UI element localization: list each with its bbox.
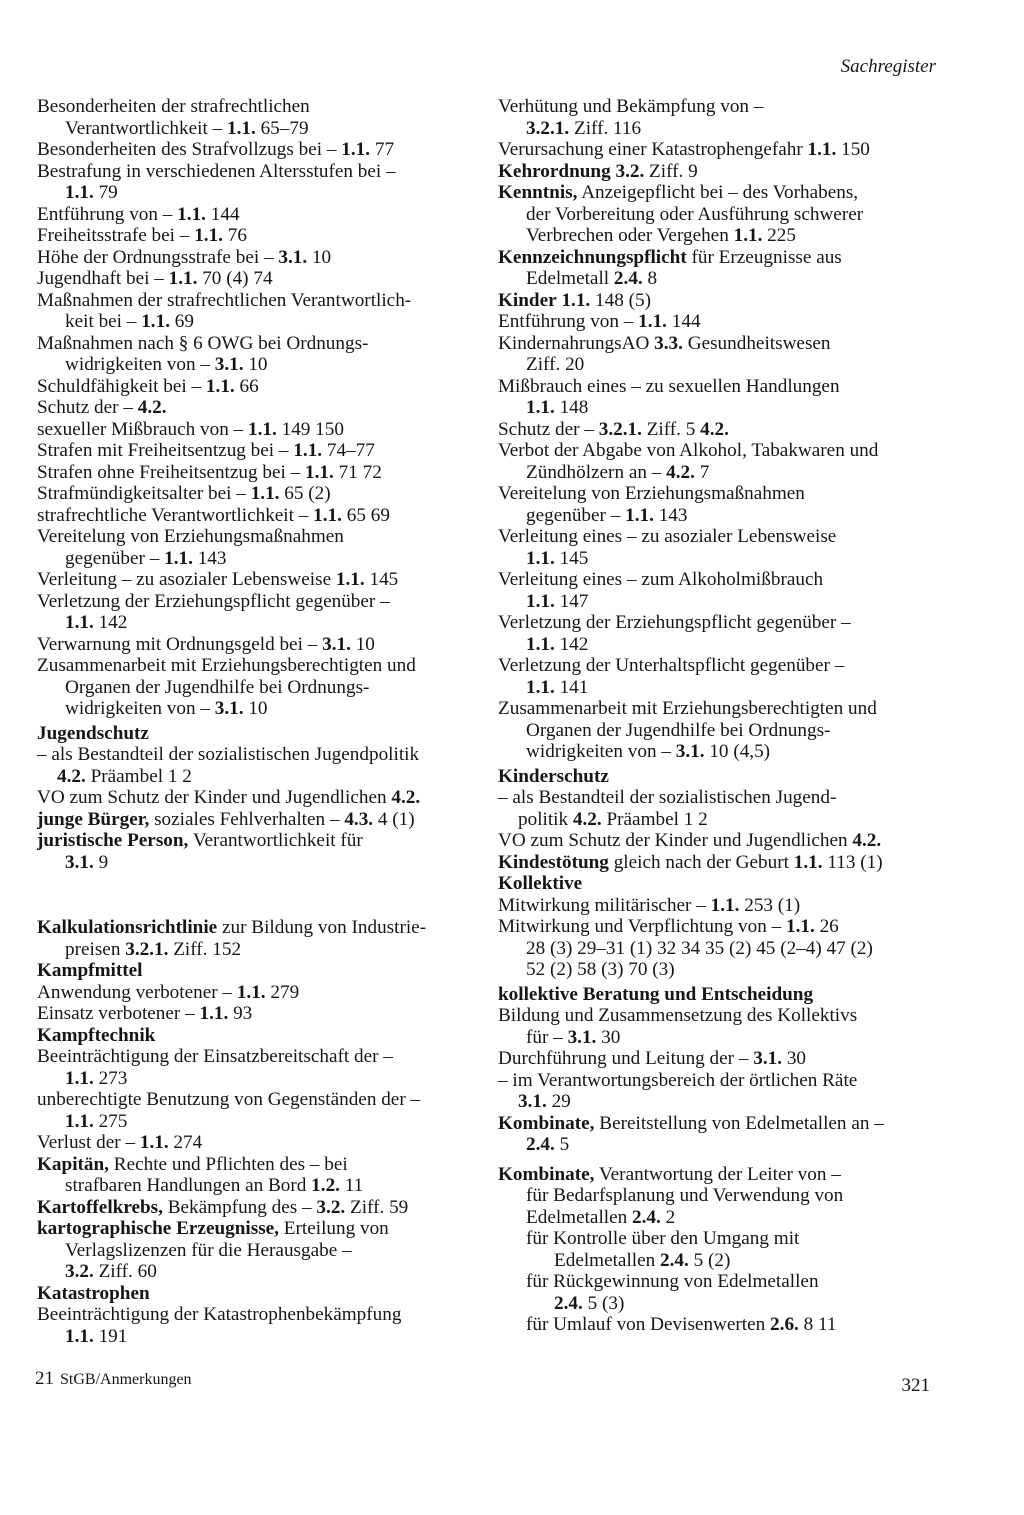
index-entry: Besonderheiten des Strafvollzugs bei – 1.1. 77 bbox=[37, 139, 395, 160]
index-entry: Durchführung und Leitung der – 3.1. 30 bbox=[498, 1048, 807, 1069]
index-entry: Strafmündigkeitsalter bei – 1.1. 65 (2) bbox=[37, 483, 331, 504]
index-entry: Bestrafung in verschiedenen Altersstufen bei – 1.1. 79 bbox=[37, 160, 396, 203]
right-column bbox=[498, 96, 956, 1336]
index-entry: Maßnahmen der strafrechtlichen Verantwortlich- keit bei – 1.1. 69 bbox=[37, 289, 412, 332]
index-heading: Kampftechnik bbox=[37, 1024, 156, 1046]
index-entry: Kinder 1.1. 148 (5) bbox=[498, 289, 651, 311]
index-entry: Zusammenarbeit mit Erziehungsberechtigten und Organen der Jugendhilfe bei Ordnungs- widrigkeiten von – 3.1. 10 (4,5) bbox=[498, 698, 877, 762]
index-entry: unberechtigte Benutzung von Gegenständen der – 1.1. 275 bbox=[37, 1089, 421, 1132]
index-heading: Katastrophen bbox=[37, 1282, 150, 1304]
page-number: 321 bbox=[901, 1375, 930, 1396]
index-entry: Freiheitsstrafe bei – 1.1. 76 bbox=[37, 225, 247, 246]
index-heading: Kampfmittel bbox=[37, 960, 143, 981]
index-entry: VO zum Schutz der Kinder und Jugendlichen 4.2. bbox=[37, 787, 421, 808]
index-entry: junge Bürger, soziales Fehlverhalten – 4.3. 4 (1) bbox=[37, 808, 415, 830]
index-entry: Kennzeichnungspflicht für Erzeugnisse aus Edelmetall 2.4. 8 bbox=[498, 246, 842, 289]
index-entry: Vereitelung von Erziehungsmaßnahmen gegenüber – 1.1. 143 bbox=[498, 483, 805, 526]
index-entry: Verletzung der Erziehungspflicht gegenüber – 1.1. 142 bbox=[498, 612, 851, 655]
index-entry: Strafen mit Freiheitsentzug bei – 1.1. 74–77 bbox=[37, 440, 375, 461]
index-entry: Entführung von – 1.1. 144 bbox=[498, 311, 701, 332]
index-entry: – als Bestandteil der sozialistischen Jugend- politik 4.2. Präambel 1 2 bbox=[498, 787, 837, 830]
index-entry: Kindestötung gleich nach der Geburt 1.1. 113 (1) bbox=[498, 851, 883, 873]
index-entry: Maßnahmen nach § 6 OWG bei Ordnungs- widrigkeiten von – 3.1. 10 bbox=[37, 332, 369, 375]
index-entry: Jugendhaft bei – 1.1. 70 (4) 74 bbox=[37, 268, 273, 289]
index-heading: kollektive Beratung und Entscheidung bbox=[498, 983, 814, 1005]
footer-signature bbox=[35, 1368, 192, 1390]
index-entry: Verletzung der Unterhaltspflicht gegenüber – 1.1. 141 bbox=[498, 655, 845, 698]
index-entry: Verwarnung mit Ordnungsgeld bei – 3.1. 10 bbox=[37, 633, 375, 655]
index-subentry: für Umlauf von Devisenwerten 2.6. 8 11 bbox=[526, 1314, 837, 1335]
index-entry: Verbot der Abgabe von Alkohol, Tabakwaren und Zündhölzern an – 4.2. 7 bbox=[498, 440, 879, 483]
index-entry: Beeinträchtigung der Katastrophenbekämpfung 1.1. 191 bbox=[37, 1304, 402, 1347]
book-label: StGB/Anmerkungen bbox=[60, 1371, 192, 1388]
index-entry: KindernahrungsAO 3.3. Gesundheitswesen Ziff. 20 bbox=[498, 332, 831, 375]
index-entry: kartographische Erzeugnisse, Erteilung von Verlagslizenzen für die Herausgabe – 3.2. Ziff. 60 bbox=[37, 1218, 389, 1282]
index-entry: Kapitän, Rechte und Pflichten des – bei strafbaren Handlungen an Bord 1.2. 11 bbox=[37, 1153, 364, 1196]
index-subentry: für Rückgewinnung von Edelmetallen 2.4. 5 (3) bbox=[526, 1271, 819, 1314]
index-entry: Bildung und Zusammensetzung des Kollektivs für – 3.1. 30 bbox=[498, 1005, 858, 1048]
index-entry: Einsatz verbotener – 1.1. 93 bbox=[37, 1003, 253, 1024]
index-entry: Kombinate, Verantwortung der Leiter von – für Bedarfsplanung und Verwendung von Edelmetallen 2.4. 2 bbox=[498, 1163, 844, 1228]
index-entry: Strafen ohne Freiheitsentzug bei – 1.1. 71 72 bbox=[37, 461, 382, 483]
index-entry: Entführung von – 1.1. 144 bbox=[37, 203, 240, 225]
index-entry: sexueller Mißbrauch von – 1.1. 149 150 bbox=[37, 418, 344, 440]
index-heading: Kinderschutz bbox=[498, 765, 609, 787]
index-entry: Verleitung – zu asozialer Lebensweise 1.1. 145 bbox=[37, 569, 399, 590]
index-entry: Verlust der – 1.1. 274 bbox=[37, 1132, 203, 1153]
index-entry: Höhe der Ordnungsstrafe bei – 3.1. 10 bbox=[37, 246, 332, 268]
index-entry: Verursachung einer Katastrophengefahr 1.1. 150 bbox=[498, 139, 870, 160]
index-heading: Kollektive bbox=[498, 873, 583, 894]
index-entry: Beeinträchtigung der Einsatzbereitschaft der – 1.1. 273 bbox=[37, 1046, 393, 1089]
index-entry: Verletzung der Erziehungspflicht gegenüber – 1.1. 142 bbox=[37, 590, 390, 633]
index-entry: VO zum Schutz der Kinder und Jugendlichen 4.2. bbox=[498, 830, 882, 851]
index-entry: Zusammenarbeit mit Erziehungsberechtigten und Organen der Jugendhilfe bei Ordnungs- widrigkeiten von – 3.1. 10 bbox=[37, 655, 416, 719]
running-header: Sachregister bbox=[840, 56, 936, 77]
index-entry: Kenntnis, Anzeigepflicht bei – des Vorhabens, der Vorbereitung oder Ausführung schwerer Verbrechen oder Vergehen 1.1. 225 bbox=[498, 182, 864, 246]
index-entry: juristische Person, Verantwortlichkeit für 3.1. 9 bbox=[37, 830, 363, 873]
index-entry: Kombinate, Bereitstellung von Edelmetallen an – 2.4. 5 bbox=[498, 1112, 884, 1155]
index-entry: – als Bestandteil der sozialistischen Jugendpolitik 4.2. Präambel 1 2 bbox=[37, 744, 420, 787]
index-entry: Vereitelung von Erziehungsmaßnahmen gegenüber – 1.1. 143 bbox=[37, 526, 344, 569]
index-entry: Kalkulationsrichtlinie zur Bildung von Industrie- preisen 3.2.1. Ziff. 152 bbox=[37, 917, 427, 960]
index-entry: – im Verantwortungsbereich der örtlichen Räte 3.1. 29 bbox=[498, 1069, 858, 1112]
sheet-number: 21 bbox=[35, 1368, 54, 1389]
index-entry: Schuldfähigkeit bei – 1.1. 66 bbox=[37, 375, 259, 397]
index-heading: Jugendschutz bbox=[37, 722, 149, 744]
index-entry: Verhütung und Bekämpfung von – 3.2.1. Ziff. 116 bbox=[498, 96, 764, 139]
index-entry: Mitwirkung und Verpflichtung von – 1.1. 26 28 (3) 29–31 (1) 32 34 35 (2) 45 (2–4) 47 (2) 52 (2) 58 (3) 70 (3) bbox=[498, 916, 873, 980]
index-entry: strafrechtliche Verantwortlichkeit – 1.1. 65 69 bbox=[37, 504, 390, 526]
index-entry: Besonderheiten der strafrechtlichen Verantwortlichkeit – 1.1. 65–79 bbox=[37, 96, 310, 139]
left-column bbox=[37, 96, 477, 1347]
index-subentry: für Kontrolle über den Umgang mit Edelmetallen 2.4. 5 (2) bbox=[526, 1228, 800, 1271]
index-entry: Schutz der – 3.2.1. Ziff. 5 4.2. bbox=[498, 418, 729, 440]
index-entry: Anwendung verbotener – 1.1. 279 bbox=[37, 981, 300, 1003]
index-entry: Kartoffelkrebs, Bekämpfung des – 3.2. Ziff. 59 bbox=[37, 1196, 409, 1218]
index-entry: Verleitung eines – zum Alkoholmißbrauch 1.1. 147 bbox=[498, 569, 824, 612]
index-entry: Mißbrauch eines – zu sexuellen Handlungen 1.1. 148 bbox=[498, 375, 840, 418]
index-entry: Verleitung eines – zu asozialer Lebensweise 1.1. 145 bbox=[498, 526, 837, 569]
index-entry: Mitwirkung militärischer – 1.1. 253 (1) bbox=[498, 894, 801, 916]
index-entry: Kehrordnung 3.2. Ziff. 9 bbox=[498, 160, 698, 182]
index-entry: Schutz der – 4.2. bbox=[37, 397, 167, 418]
